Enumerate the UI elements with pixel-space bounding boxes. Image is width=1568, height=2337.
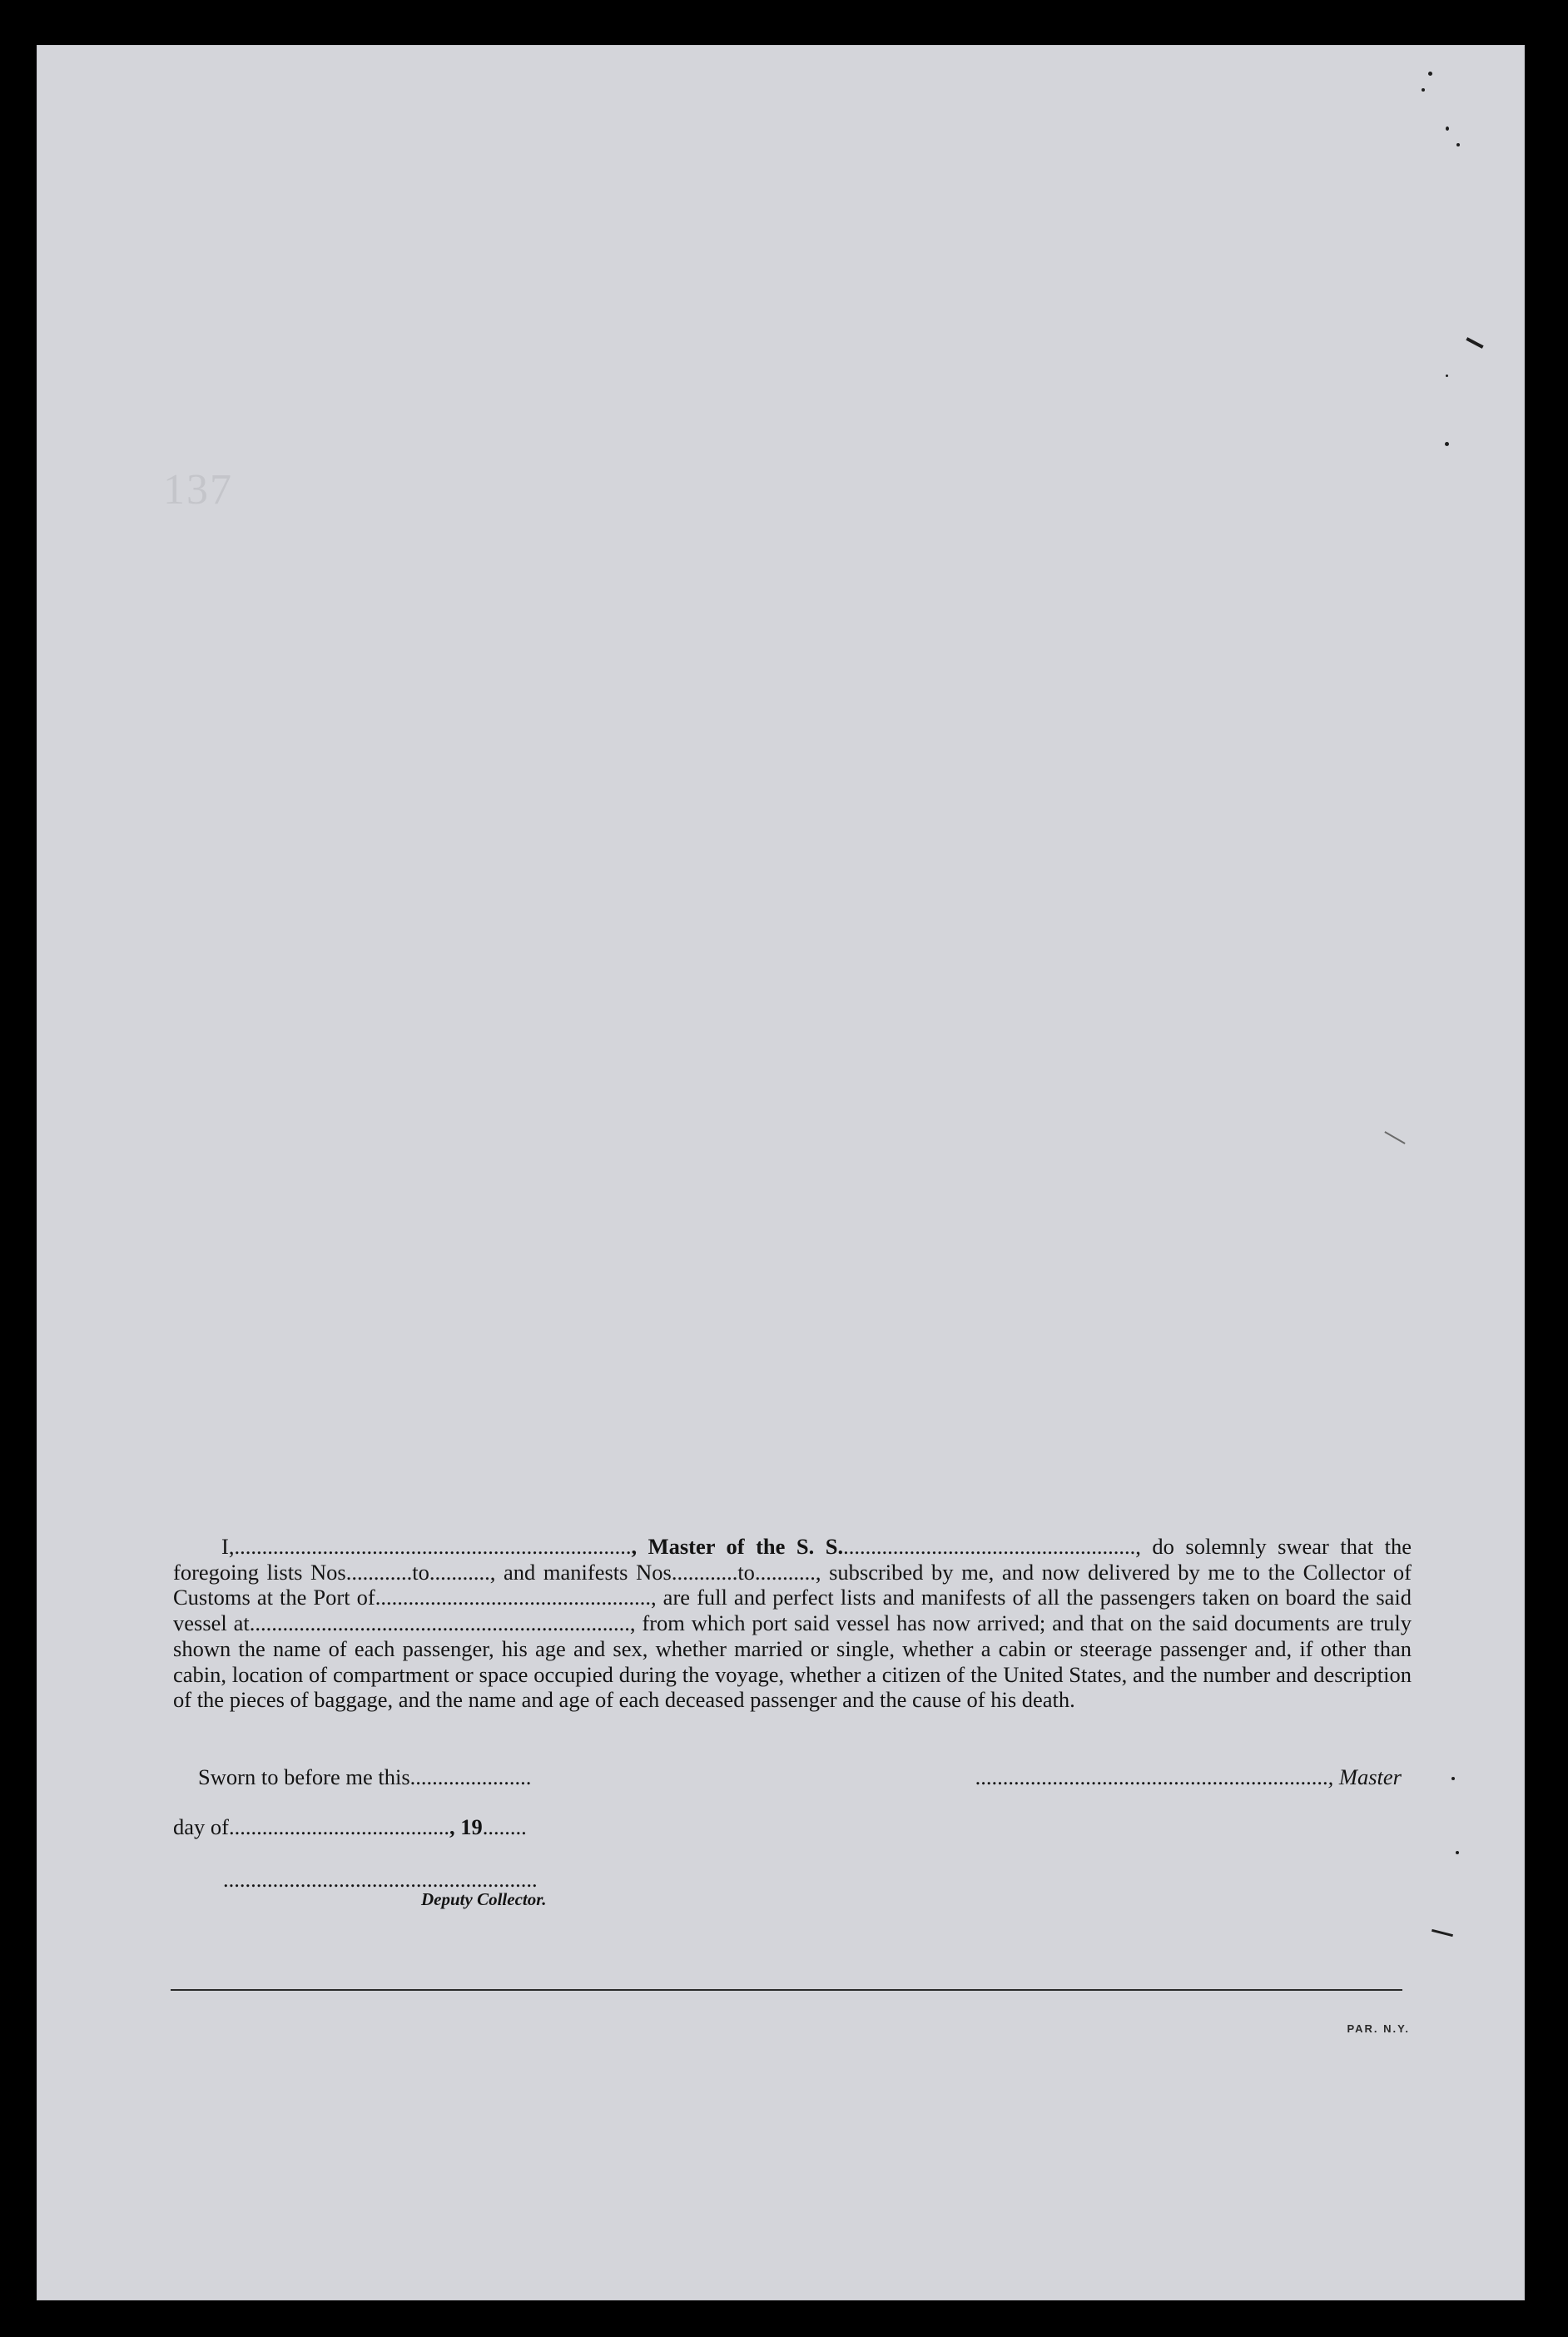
document-page [37, 45, 1525, 2300]
vessel-at-blank[interactable]: ..................................................................... [249, 1610, 630, 1636]
do-solemnly-text: , do solemnly swear that the foregoing lists Nos [173, 1534, 1412, 1585]
and-manifests-text: , and manifests Nos [489, 1559, 672, 1585]
scan-mark [1432, 1929, 1453, 1937]
full-and-perfect-text: , are full and perfect lists and manifests of all the passengers taken on board the said vessel at [173, 1585, 1412, 1636]
faint-page-number: 137 [163, 466, 233, 514]
year-blank[interactable]: ........ [482, 1814, 527, 1839]
to-text: to [412, 1559, 429, 1585]
sworn-day-blank[interactable]: ...................... [409, 1764, 532, 1789]
master-of-ss-label: , Master of the S. S. [631, 1534, 844, 1559]
oath-i-prefix: I, [221, 1534, 235, 1559]
master-label: , Master [1327, 1764, 1402, 1789]
oath-paragraph [173, 1534, 1412, 1713]
bottom-rule [171, 1989, 1402, 1991]
day-of-line [173, 1814, 527, 1840]
deputy-collector-label: Deputy Collector. [421, 1889, 547, 1909]
to-text: to [737, 1559, 755, 1585]
manifests-from-blank[interactable]: ............ [671, 1559, 738, 1585]
scan-speck [1446, 127, 1449, 131]
deputy-signature-blank[interactable]: ......................................................... [223, 1867, 538, 1892]
scan-speck [1446, 375, 1448, 377]
master-signature-line [975, 1764, 1402, 1790]
scan-speck [1456, 143, 1460, 146]
scan-speck [1445, 442, 1449, 446]
sworn-line [198, 1764, 531, 1790]
scan-mark [1466, 337, 1483, 349]
port-blank[interactable]: .................................................. [375, 1585, 651, 1610]
sworn-label: Sworn to before me this [198, 1764, 410, 1789]
month-blank[interactable]: ........................................ [228, 1814, 449, 1839]
scan-speck [1422, 88, 1425, 92]
master-signature-blank[interactable]: ................................................................ [975, 1764, 1328, 1789]
subscribed-text: , subscribed by me, and now delivered by me to the Collector of Customs at the Port of [173, 1559, 1412, 1610]
day-of-label: day of [173, 1814, 229, 1839]
ship-name-blank[interactable]: ..................................................... [843, 1534, 1136, 1559]
scan-speck [1451, 1777, 1455, 1780]
oath-remainder-text: , from which port said vessel has now arrived; and that on the said documents are truly shown the name of each passenger, his age and sex, whether married or single, whether a cabin or steerage passenger and, if other than cabin, location of compartment or space occupied during the voyage, whether a citizen of the United States, and the number and description of the pieces of baggage, and the name and age of each deceased passenger and the cause of his death. [173, 1610, 1412, 1713]
scan-speck [1456, 1851, 1459, 1854]
year-prefix: , 19 [449, 1814, 483, 1839]
lists-to-blank[interactable]: ........... [429, 1559, 490, 1585]
scan-mark [1384, 1131, 1405, 1144]
scan-speck [1428, 72, 1432, 76]
printer-mark: PAR. N.Y. [1347, 2022, 1410, 2035]
manifests-to-blank[interactable]: ........... [754, 1559, 816, 1585]
master-name-blank[interactable]: ........................................................................ [234, 1534, 632, 1559]
lists-from-blank[interactable]: ............ [345, 1559, 413, 1585]
